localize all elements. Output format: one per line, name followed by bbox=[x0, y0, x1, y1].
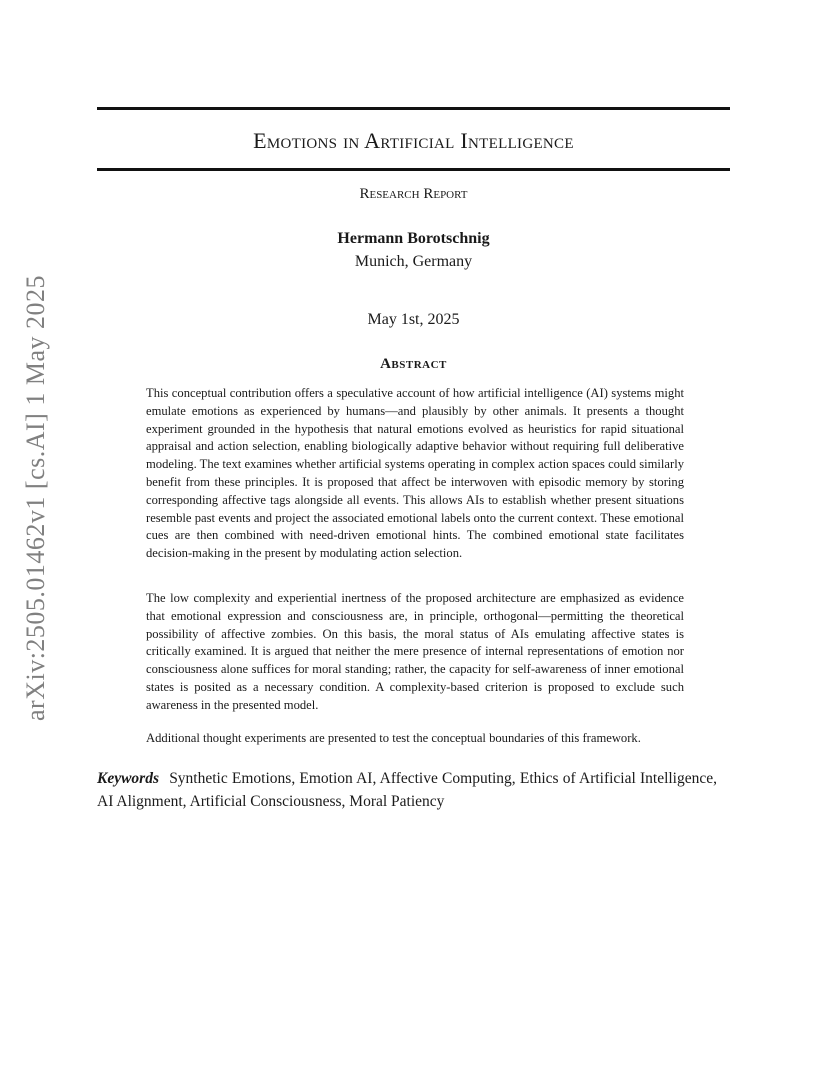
author-name: Hermann Borotschnig bbox=[337, 230, 490, 247]
title-rule-bottom bbox=[97, 168, 730, 171]
report-type: Research Report bbox=[359, 186, 468, 202]
keywords-list: Synthetic Emotions, Emotion AI, Affective Computing, Ethics of Artificial Intelligence, AI Alignment, Artificial Consciousness, Moral Patiency bbox=[97, 770, 718, 810]
publication-date: May 1st, 2025 bbox=[367, 311, 460, 328]
abstract-paragraph-2: The low complexity and experiential inertness of the proposed architecture are emphasized as evidence that emotional expression and consciousness are, in principle, orthogonal—permitting the theoretical possibility of affective zombies. On this basis, the moral status of AIs emulating affective states is critically examined. It is argued that neither the mere presence of internal representations of emotion nor consciousness alone suffices for moral standing; rather, the capacity for self-awareness of inner emotional states is posited as a necessary condition. A complexity-based criterion is proposed to exclude such awareness in the presented model. bbox=[146, 591, 684, 712]
keywords-label: Keywords bbox=[97, 770, 159, 787]
title-rule-top bbox=[97, 107, 730, 110]
paper-title: Emotions in Artificial Intelligence bbox=[253, 128, 574, 153]
keywords-block bbox=[97, 767, 717, 813]
arxiv-identifier-stamp: arXiv:2505.01462v1 [cs.AI] 1 May 2025 bbox=[21, 275, 50, 721]
abstract-paragraph-1: This conceptual contribution offers a speculative account of how artificial intelligence (AI) systems might emulate emotions as experienced by humans—and plausibly by other animals. It presents a thought experiment grounded in the hypothesis that natural emotions evolved as heuristics for rapid situational appraisal and action selection, enabling biologically adaptive behavior without requiring full deliberative modeling. The text examines whether artificial systems operating in complex action spaces could similarly benefit from these principles. It is proposed that affect be interwoven with episodic memory by storing corresponding affective tags alongside all events. This allows AIs to establish whether present situations resemble past events and project the associated emotional labels onto the current context. These emotional cues are then combined with need-driven emotional hints. The combined emotional state facilitates decision-making in the present by modulating action selection. bbox=[146, 386, 684, 561]
abstract-heading: Abstract bbox=[380, 356, 447, 372]
author-affiliation: Munich, Germany bbox=[354, 253, 473, 270]
abstract-paragraph-3: Additional thought experiments are presented to test the conceptual boundaries of this framework. bbox=[146, 731, 641, 745]
